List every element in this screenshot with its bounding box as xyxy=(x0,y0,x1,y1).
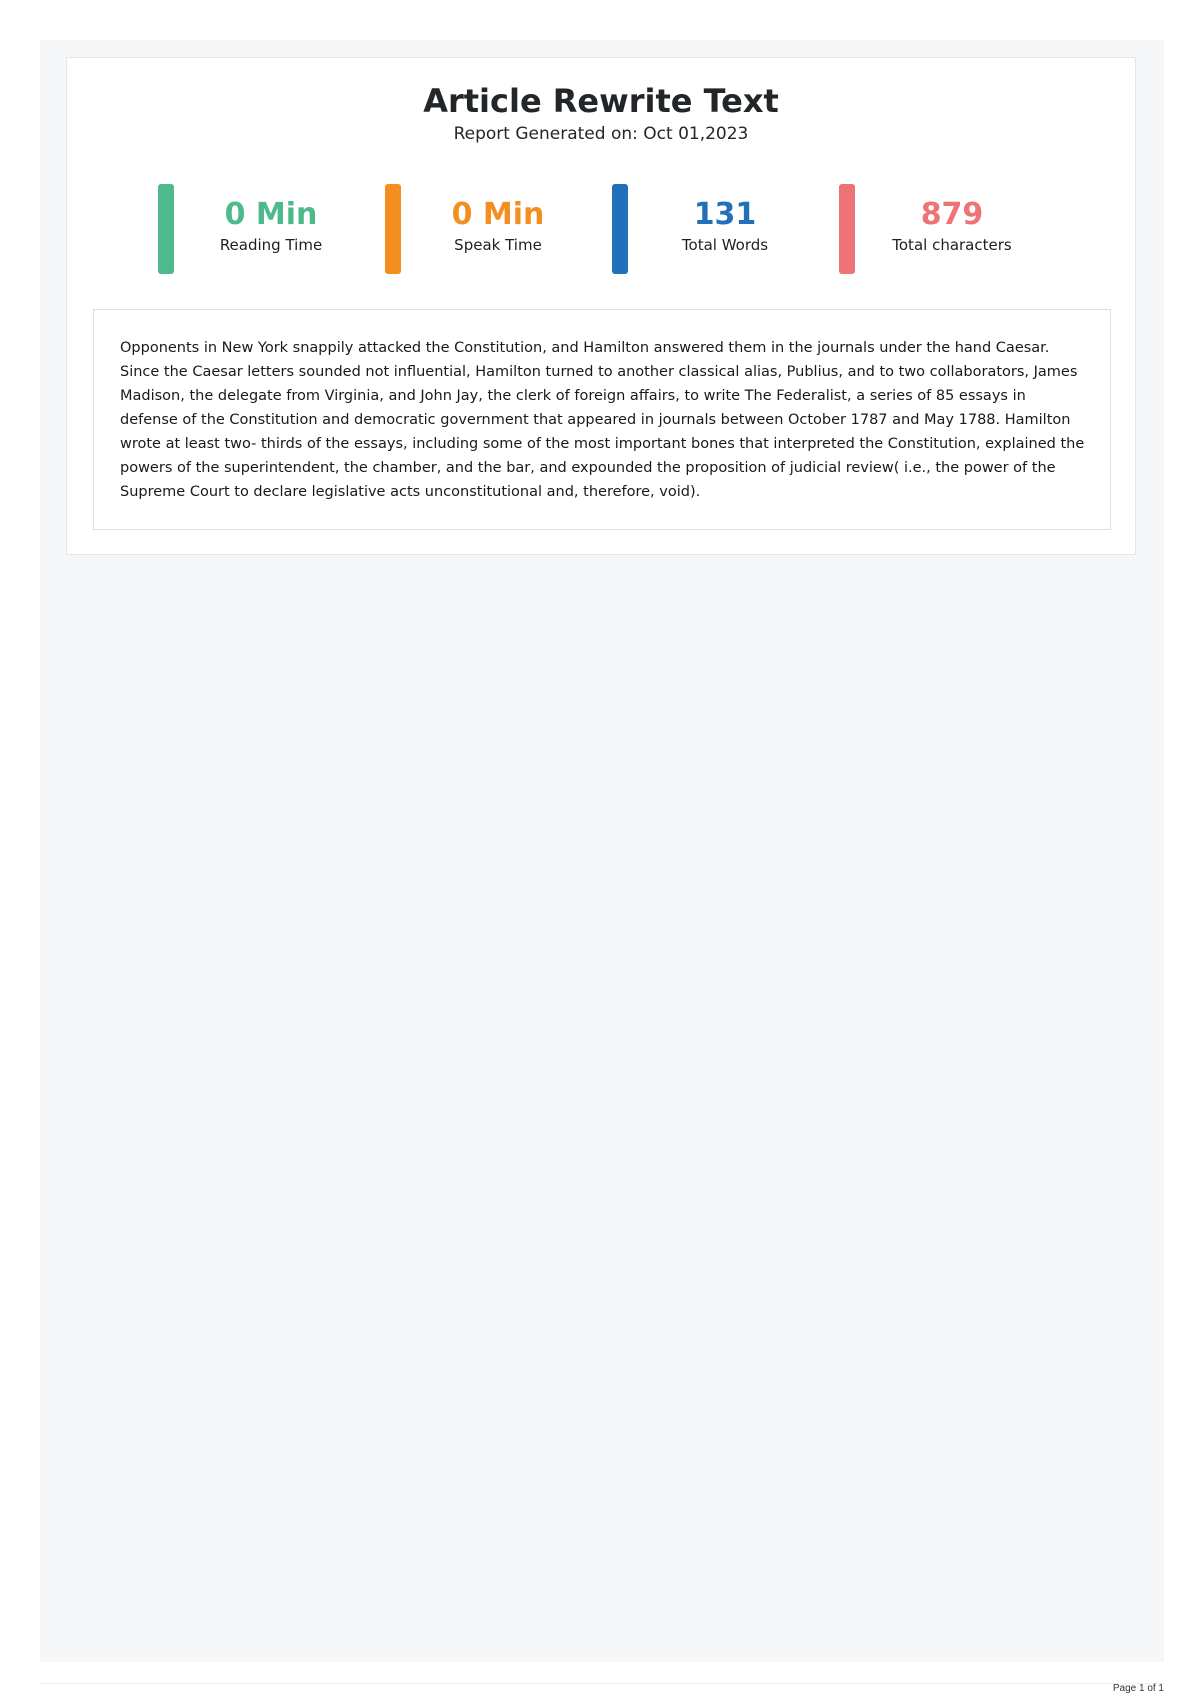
stat-reading-time xyxy=(158,184,368,274)
page-number: Page 1 of 1 xyxy=(1112,1683,1164,1694)
stat-label: Total characters xyxy=(892,236,1012,254)
stat-value: 131 xyxy=(693,197,757,232)
stat-speak-time xyxy=(385,184,595,274)
report-page xyxy=(40,40,1164,1662)
report-title: Article Rewrite Text xyxy=(423,82,779,120)
stat-color-bar xyxy=(158,184,174,274)
report-generated-date: Report Generated on: Oct 01,2023 xyxy=(453,124,749,144)
stat-total-characters xyxy=(839,184,1049,274)
stat-value: 879 xyxy=(920,197,984,232)
stats-row xyxy=(158,184,1058,274)
stat-total-words xyxy=(612,184,822,274)
stat-label: Speak Time xyxy=(454,236,542,254)
stat-color-bar xyxy=(385,184,401,274)
footer-divider xyxy=(40,1683,1164,1684)
stat-label: Total Words xyxy=(681,236,769,254)
article-content-box xyxy=(93,309,1111,530)
stat-value: 0 Min xyxy=(451,197,545,232)
stat-color-bar xyxy=(839,184,855,274)
report-card xyxy=(66,57,1136,555)
article-text: Opponents in New York snappily attacked the Constitution, and Hamilton answered them in the journals under the hand Caesar. Since the Caesar letters sounded not influential, Hamilton turned to another classical alias, Publius, and to two collaborators, James Madison, the delegate from Virginia, and John Jay, the clerk of foreign affairs, to write The Federalist, a series of 85 essays in defense of the Constitution and democratic government that appeared in journals between October 1787 and May 1788. Hamilton wrote at least two- thirds of the essays, including some of the most important bones that interpreted the Constitution, explained the powers of the superintendent, the chamber, and the bar, and expounded the proposition of judicial review( i.e., the power of the Supreme Court to declare legislative acts unconstitutional and, therefore, void). xyxy=(120,340,1085,500)
stat-color-bar xyxy=(612,184,628,274)
stat-value: 0 Min xyxy=(224,197,318,232)
stat-label: Reading Time xyxy=(219,236,323,254)
